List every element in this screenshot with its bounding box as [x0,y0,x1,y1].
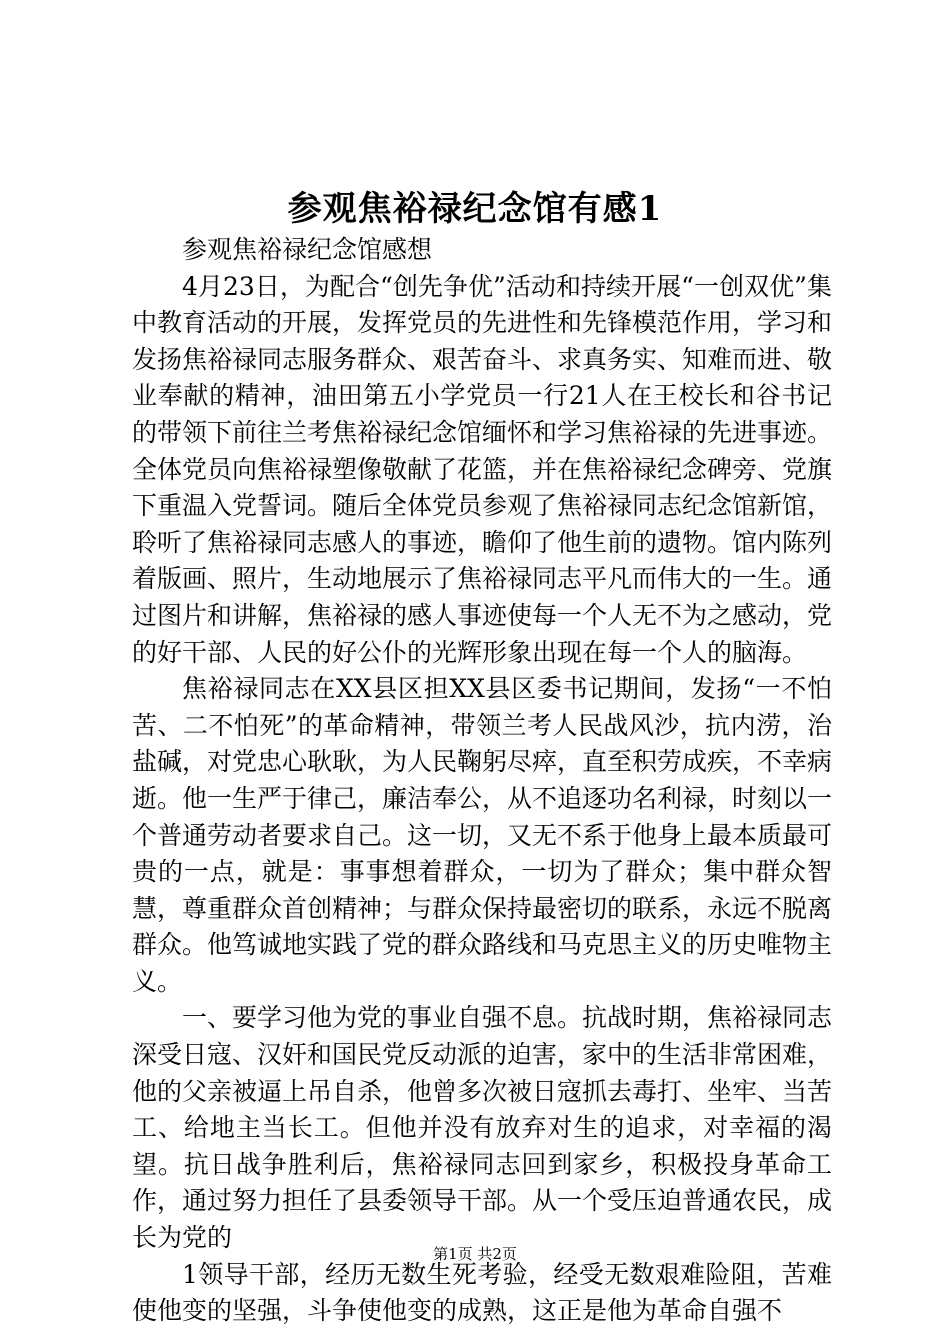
document-title: 参观焦裕禄纪念馆有感1 [287,189,663,229]
paragraph: 焦裕禄同志在XX县区担XX县区委书记期间，发扬“一不怕苦、二不怕死”的革命精神，带领兰考人民战风沙，抗内涝，治盐碱，对党忠心耿耿，为人民鞠躬尽瘁，直至积劳成疾，不幸病逝。他一生严于律己，廉洁奉公，从不追逐功名利禄，时刻以一个普通劳动者要求自己。这一切，又无不系于他身上最本质最可贵的一点，就是：事事想着群众，一切为了群众；集中群众智慧，尊重群众首创精神；与群众保持最密切的联系，永远不脱离群众。他笃诚地实践了党的群众路线和马克思主义的历史唯物主义。 [132,674,833,996]
page-footer: 第1页 共2页 [433,1245,517,1263]
document-body [132,232,832,1330]
paragraph: 4月23日，为配合“创先争优”活动和持续开展“一创双优”集中教育活动的开展，发挥党员的先进性和先锋模范作用，学习和发扬焦裕禄同志服务群众、艰苦奋斗、求真务实、知难而进、敬业奉献的精神，油田第五小学党员一行21人在王校长和谷书记的带领下前往兰考焦裕禄纪念馆缅怀和学习焦裕禄的先进事迹。全体党员向焦裕禄塑像敬献了花篮，并在焦裕禄纪念碑旁、党旗下重温入党誓词。随后全体党员参观了焦裕禄同志纪念馆新馆，聆听了焦裕禄同志感人的事迹，瞻仰了他生前的遗物。馆内陈列着版画、照片，生动地展示了焦裕禄同志平凡而伟大的一生。通过图片和讲解，焦裕禄的感人事迹使每一个人无不为之感动，党的好干部、人民的好公仆的光辉形象出现在每一个人的脑海。 [132,271,833,667]
paragraph: 1领导干部，经历无数生死考验，经受无数艰难险阻，苦难使他变的坚强，斗争使他变的成熟，这正是他为革命自强不 [132,1259,832,1326]
paragraph-subtitle: 参观焦裕禄纪念馆感想 [182,235,433,264]
paragraph: 一、要学习他为党的事业自强不息。抗战时期，焦裕禄同志深受日寇、汉奸和国民党反动派的迫害，家中的生活非常困难，他的父亲被逼上吊自杀，他曾多次被日寇抓去毒打、坐牢、当苦工、给地主当长工。但他并没有放弃对生的追求，对幸福的渴望。抗日战争胜利后，焦裕禄同志回到家乡，积极投身革命工作，通过努力担任了县委领导干部。从一个受压迫普通农民，成长为党的 [132,1003,833,1253]
